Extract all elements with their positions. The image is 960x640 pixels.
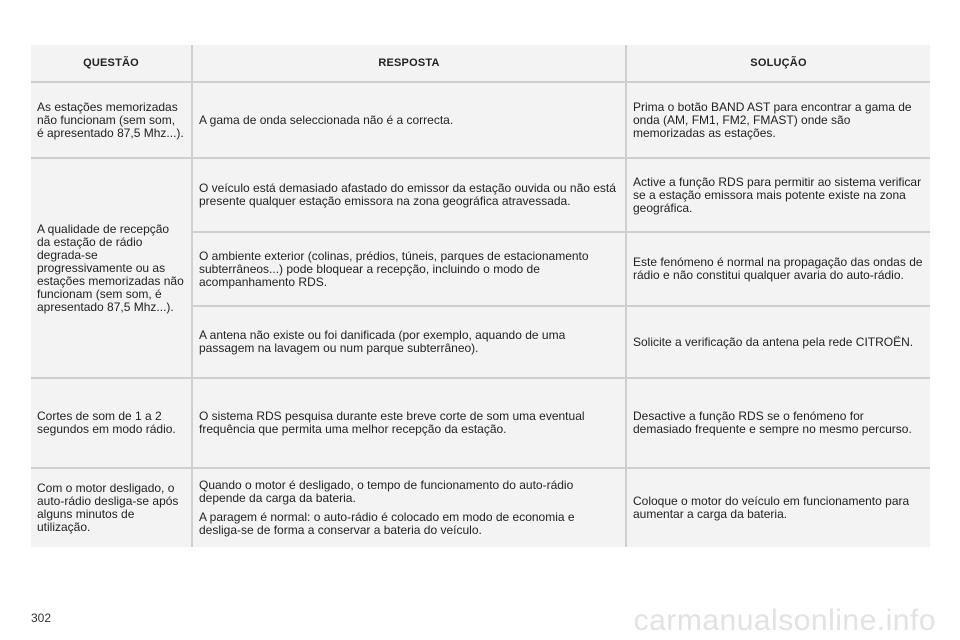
table-row	[31, 83, 930, 159]
watermark: carmanualsonline.info	[633, 604, 936, 637]
solution-cell: Este fenómeno é normal na propagação das ondas de rádio e não constitui qualquer avaria do auto-rádio.	[627, 233, 930, 307]
troubleshooting-table	[31, 45, 930, 547]
solution-cell: Desactive a função RDS se o fenómeno for demasiado frequente e sempre no mesmo percurso.	[627, 379, 930, 469]
question-cell: Cortes de som de 1 a 2 segundos em modo rádio.	[31, 379, 193, 469]
header-question: QUESTÃO	[31, 45, 193, 83]
answer-cell: O sistema RDS pesquisa durante este breve corte de som uma eventual frequência que permita uma melhor recepção da estação.	[193, 379, 627, 469]
question-cell: As estações memorizadas não funcionam (sem som, é apresentado 87,5 Mhz...).	[31, 83, 193, 159]
answer-cell: O ambiente exterior (colinas, prédios, túneis, parques de estacionamento subterrâneos...) pode bloquear a recepção, incluindo o modo de acompanhamento RDS.	[193, 233, 627, 307]
header-answer: RESPOSTA	[193, 45, 627, 83]
table-header-row	[31, 45, 930, 83]
answer-cell: A gama de onda seleccionada não é a correcta.	[193, 83, 627, 159]
question-cell: A qualidade de recepção da estação de rádio degrada-se progressivamente ou as estações memorizadas não funcionam (sem som, é apresentado 87,5 Mhz...).	[31, 159, 193, 379]
table-row	[31, 379, 930, 469]
solution-cell: Coloque o motor do veículo em funcionamento para aumentar a carga da bateria.	[627, 469, 930, 547]
page-number: 302	[31, 611, 52, 625]
solution-cell: Active a função RDS para permitir ao sistema verificar se a estação emissora mais potente existe na zona geográfica.	[627, 159, 930, 233]
answer-paragraph: A paragem é normal: o auto-rádio é colocado em modo de economia e desliga-se de forma a conservar a bateria do veículo.	[199, 510, 575, 537]
question-cell: Com o motor desligado, o auto-rádio desliga-se após alguns minutos de utilização.	[31, 469, 193, 547]
answer-cell: O veículo está demasiado afastado do emissor da estação ouvida ou não está presente qualquer estação emissora na zona geográfica atravessada.	[193, 159, 627, 233]
table-row	[31, 469, 930, 547]
solution-cell: Prima o botão BAND AST para encontrar a gama de onda (AM, FM1, FM2, FMAST) onde são memorizadas as estações.	[627, 83, 930, 159]
header-solution: SOLUÇÃO	[627, 45, 930, 83]
solution-cell: Solicite a verificação da antena pela rede CITROËN.	[627, 307, 930, 379]
answer-cell	[193, 469, 627, 547]
table-row	[31, 159, 930, 233]
answer-paragraph: Quando o motor é desligado, o tempo de funcionamento do auto-rádio depende da carga da bateria.	[199, 478, 574, 505]
answer-cell: A antena não existe ou foi danificada (por exemplo, aquando de uma passagem na lavagem ou num parque subterrâneo).	[193, 307, 627, 379]
